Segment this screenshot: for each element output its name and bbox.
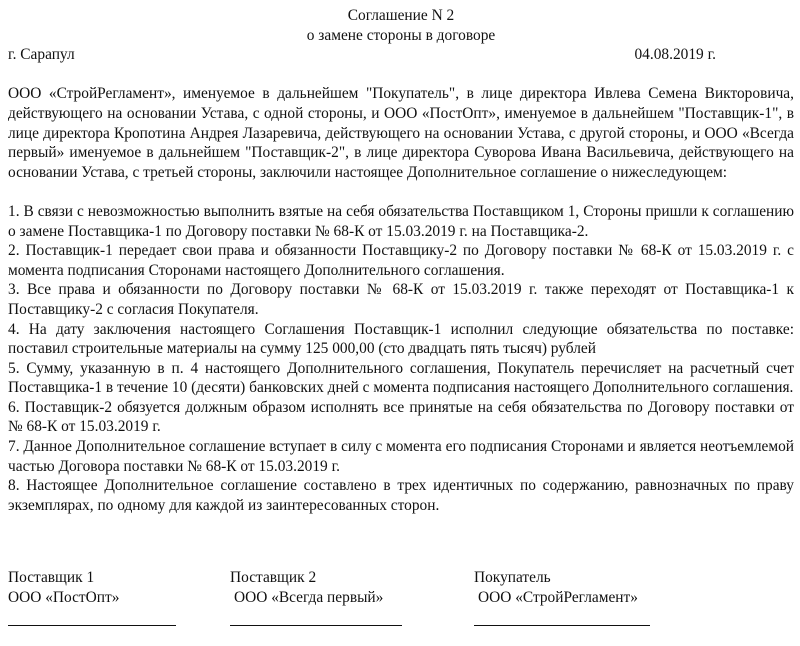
signature-company: ООО «СтройРегламент» [478,588,638,606]
document-date: 04.08.2019 г. [634,46,716,64]
signature-supplier-2 [230,568,402,626]
clause-7: 7. Данное Дополнительное соглашение вступает в силу с момента его подписания Сторонами и является неотъемлемой частью Договора поставки № 68-К от 15.03.2019 г. [8,438,795,475]
signature-supplier-1 [8,568,176,626]
signature-line [8,625,176,626]
signature-line [230,625,402,626]
signature-buyer [474,568,650,626]
agreement-document [8,6,794,515]
spacer [8,182,794,202]
clause-5: 5. Сумму, указанную в п. 4 настоящего Дополнительного соглашения, Покупатель перечисляет на расчетный счет Поставщика-1 в течение 10 (десяти) банковских дней с момента подписания настоящего Дополнительного соглашения. [8,359,794,397]
city-date-row [8,45,794,65]
document-title: Соглашение N 2 [347,7,455,24]
clause-6: 6. Поставщик-2 обязуется должным образом исполнять все принятые на себя обязательства по Договору поставки от № 68-К от 15.03.2019 г. [8,398,794,436]
signature-role: Поставщик 2 [230,569,317,586]
spacer [8,65,794,85]
clause-2: 2. Поставщик-1 передает свои права и обязанности Поставщику-2 по Договору поставки № 68-К от 15.03.2019 г. с момента подписания Сторонами настоящего Дополнительного соглашения. [8,242,794,279]
signature-role: Поставщик 1 [8,569,95,586]
intro-paragraph: ООО «СтройРегламент», именуемое в дальнейшем "Покупатель", в лице директора Ивлева Семена Викторовича, действующего на основании Устава, с одной стороны, и ООО «ПостОпт», именуемое в дальнейшем "Поставщик-1", в лице директора Кропотина Андрея Лазаревича, действующего на основании Устава, с другой стороны, и ООО «Всегда первый» именуемое в дальнейшем "Поставщик-2", в лице директора Суворова Ивана Васильевича, действующего на основании Устава, с третьей стороны, заключили настоящее Дополнительное соглашение о нижеследующем: [8,85,794,181]
signature-block [0,568,800,638]
clause-1: 1. В связи с невозможностью выполнить взятые на себя обязательства Поставщиком 1, Стороны пришли к соглашению о замене Поставщика-1 по Договору поставки № 68-К от 15.03.2019 г. на Поставщика-2. [8,202,794,240]
document-city: г. Сарапул [8,46,75,64]
signature-line [474,625,650,626]
signature-company: ООО «Всегда первый» [234,588,384,606]
signature-role: Покупатель [474,569,551,586]
clause-3: 3. Все права и обязанности по Договору поставки № 68-К от 15.03.2019 г. также переходят от Поставщика-1 к Поставщику-2 с согласия Покупателя. [8,281,794,318]
document-subtitle: о замене стороны в договоре [306,26,496,44]
signature-company: ООО «ПостОпт» [8,588,120,606]
clause-4: 4. На дату заключения настоящего Соглашения Поставщик-1 исполнил следующие обязательства по поставке: поставил строительные материалы на сумму 125 000,00 (сто двадцать пять тысяч) рублей [8,320,794,358]
clause-8: 8. Настоящее Дополнительное соглашение составлено в трех идентичных по содержанию, равнозначных по праву экземплярах, по одному для каждой из заинтересованных сторон. [8,477,794,514]
